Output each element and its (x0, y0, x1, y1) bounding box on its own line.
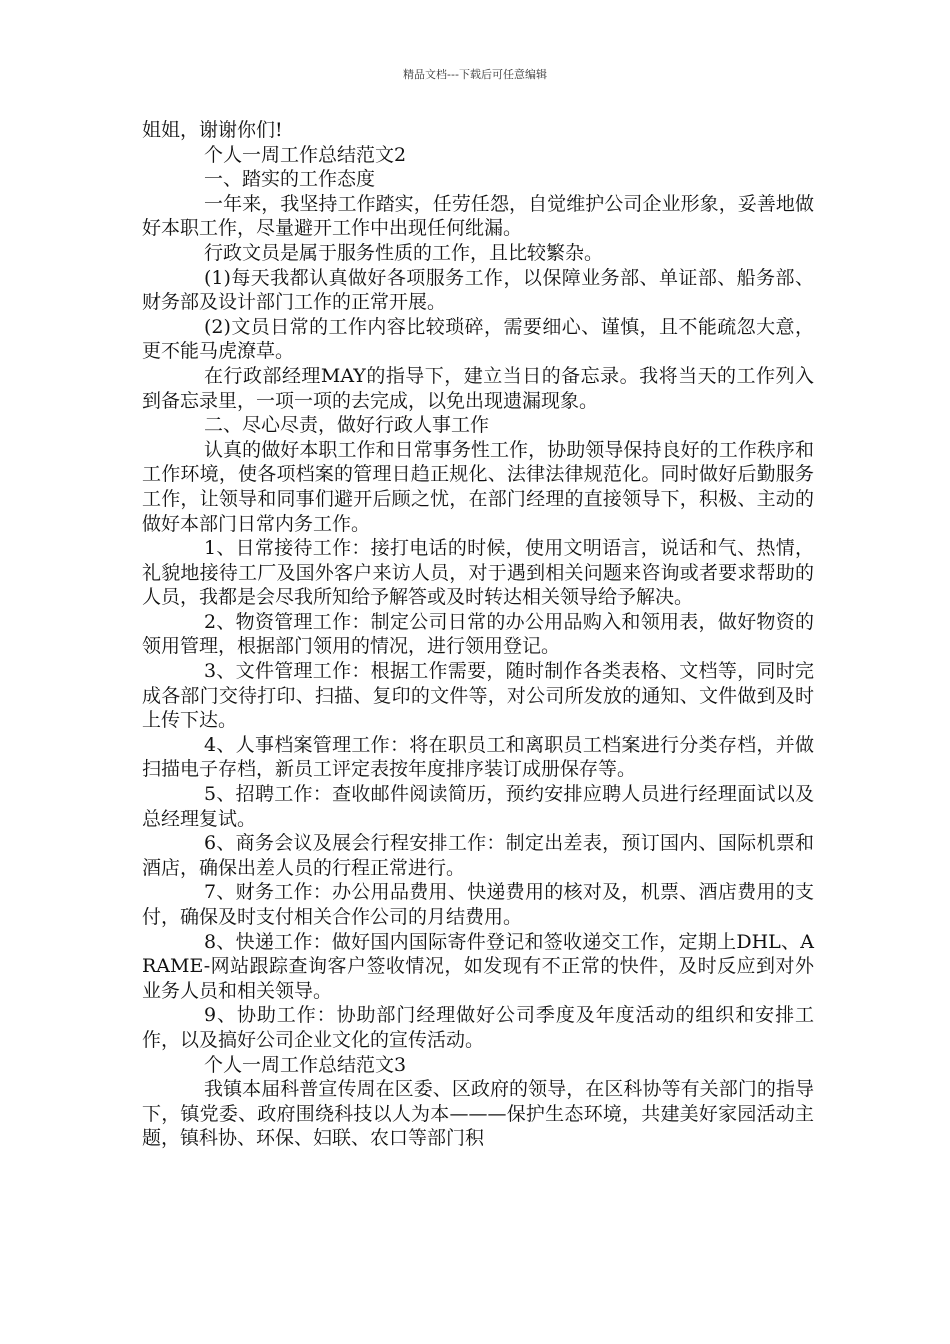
paragraph-0: 姐姐，谢谢你们! (142, 119, 283, 141)
subheading-1: 一、踏实的工作态度 (204, 168, 376, 191)
section-heading-2: 个人一周工作总结范文2 (204, 143, 407, 166)
list-item-3: 3、文件管理工作：根据工作需要，随时制作各类表格、文档等，同时完成各部门交待打印、扫描、复印的文件等，对公司所发放的通知、文件做到及时上传下达。 (142, 660, 814, 732)
list-item-7: 7、财务工作：办公用品费用、快递费用的核对及，机票、酒店费用的支付，确保及时支付相关合作公司的月结费用。 (142, 881, 814, 928)
list-item-1: 1、日常接待工作：接打电话的时候，使用文明语言，说话和气、热情，礼貌地接待工厂及国外客户来访人员，对于遇到相关问题来咨询或者要求帮助的人员，我都是会尽我所知给予解答或及时转达相关领导给予解决。 (142, 537, 814, 609)
list-item-8: 8、快递工作：做好国内国际寄件登记和签收递交工作，定期上DHL、ARAME-网站跟踪查询客户签收情况，如发现有不正常的快件，及时反应到对外业务人员和相关领导。 (142, 930, 814, 1002)
subheading-2: 二、尽心尽责，做好行政人事工作 (204, 414, 490, 437)
paragraph-3: 一年来，我坚持工作踏实，任劳任怨，自觉维护公司企业形象，妥善地做好本职工作，尽量避开工作中出现任何纰漏。 (142, 192, 814, 240)
paragraph-7: 在行政部经理MAY的指导下，建立当日的备忘录。我将当天的工作列入到备忘录里，一项一项的去完成，以免出现遗漏现象。 (142, 364, 814, 412)
page-header: 精品文档---下载后可任意编辑 (403, 68, 547, 81)
paragraph-20: 我镇本届科普宣传周在区委、区政府的领导，在区科协等有关部门的指导下，镇党委、政府围绕科技以人为本———保护生态环境，共建美好家园活动主题，镇科协、环保、妇联、农口等部门积 (142, 1078, 814, 1150)
paragraph-5: (1)每天我都认真做好各项服务工作，以保障业务部、单证部、船务部、财务部及设计部门工作的正常开展。 (142, 266, 814, 314)
list-item-6: 6、商务会议及展会行程安排工作：制定出差表，预订国内、国际机票和酒店，确保出差人员的行程正常进行。 (142, 832, 814, 879)
document-body (142, 118, 814, 1151)
paragraph-6: (2)文员日常的工作内容比较琐碎，需要细心、谨慎，且不能疏忽大意，更不能马虎潦草。 (142, 315, 814, 363)
list-item-4: 4、人事档案管理工作：将在职员工和离职员工档案进行分类存档，并做扫描电子存档，新员工评定表按年度排序装订成册保存等。 (142, 733, 814, 781)
paragraph-9: 认真的做好本职工作和日常事务性工作，协助领导保持良好的工作秩序和工作环境，使各项档案的管理日趋正规化、法律法律规范化。同时做好后勤服务工作，让领导和同事们避开后顾之忧，在部门经理的直接领导下，积极、主动的做好本部门日常内务工作。 (142, 438, 814, 535)
list-item-2: 2、物资管理工作：制定公司日常的办公用品购入和领用表，做好物资的领用管理，根据部门领用的情况，进行领用登记。 (142, 610, 814, 658)
list-item-5: 5、招聘工作：查收邮件阅读简历，预约安排应聘人员进行经理面试以及总经理复试。 (142, 783, 814, 830)
list-item-9: 9、协助工作：协助部门经理做好公司季度及年度活动的组织和安排工作，以及搞好公司企业文化的宣传活动。 (142, 1004, 814, 1051)
paragraph-4: 行政文员是属于服务性质的工作，且比较繁杂。 (204, 241, 604, 264)
section-heading-3: 个人一周工作总结范文3 (204, 1053, 407, 1076)
